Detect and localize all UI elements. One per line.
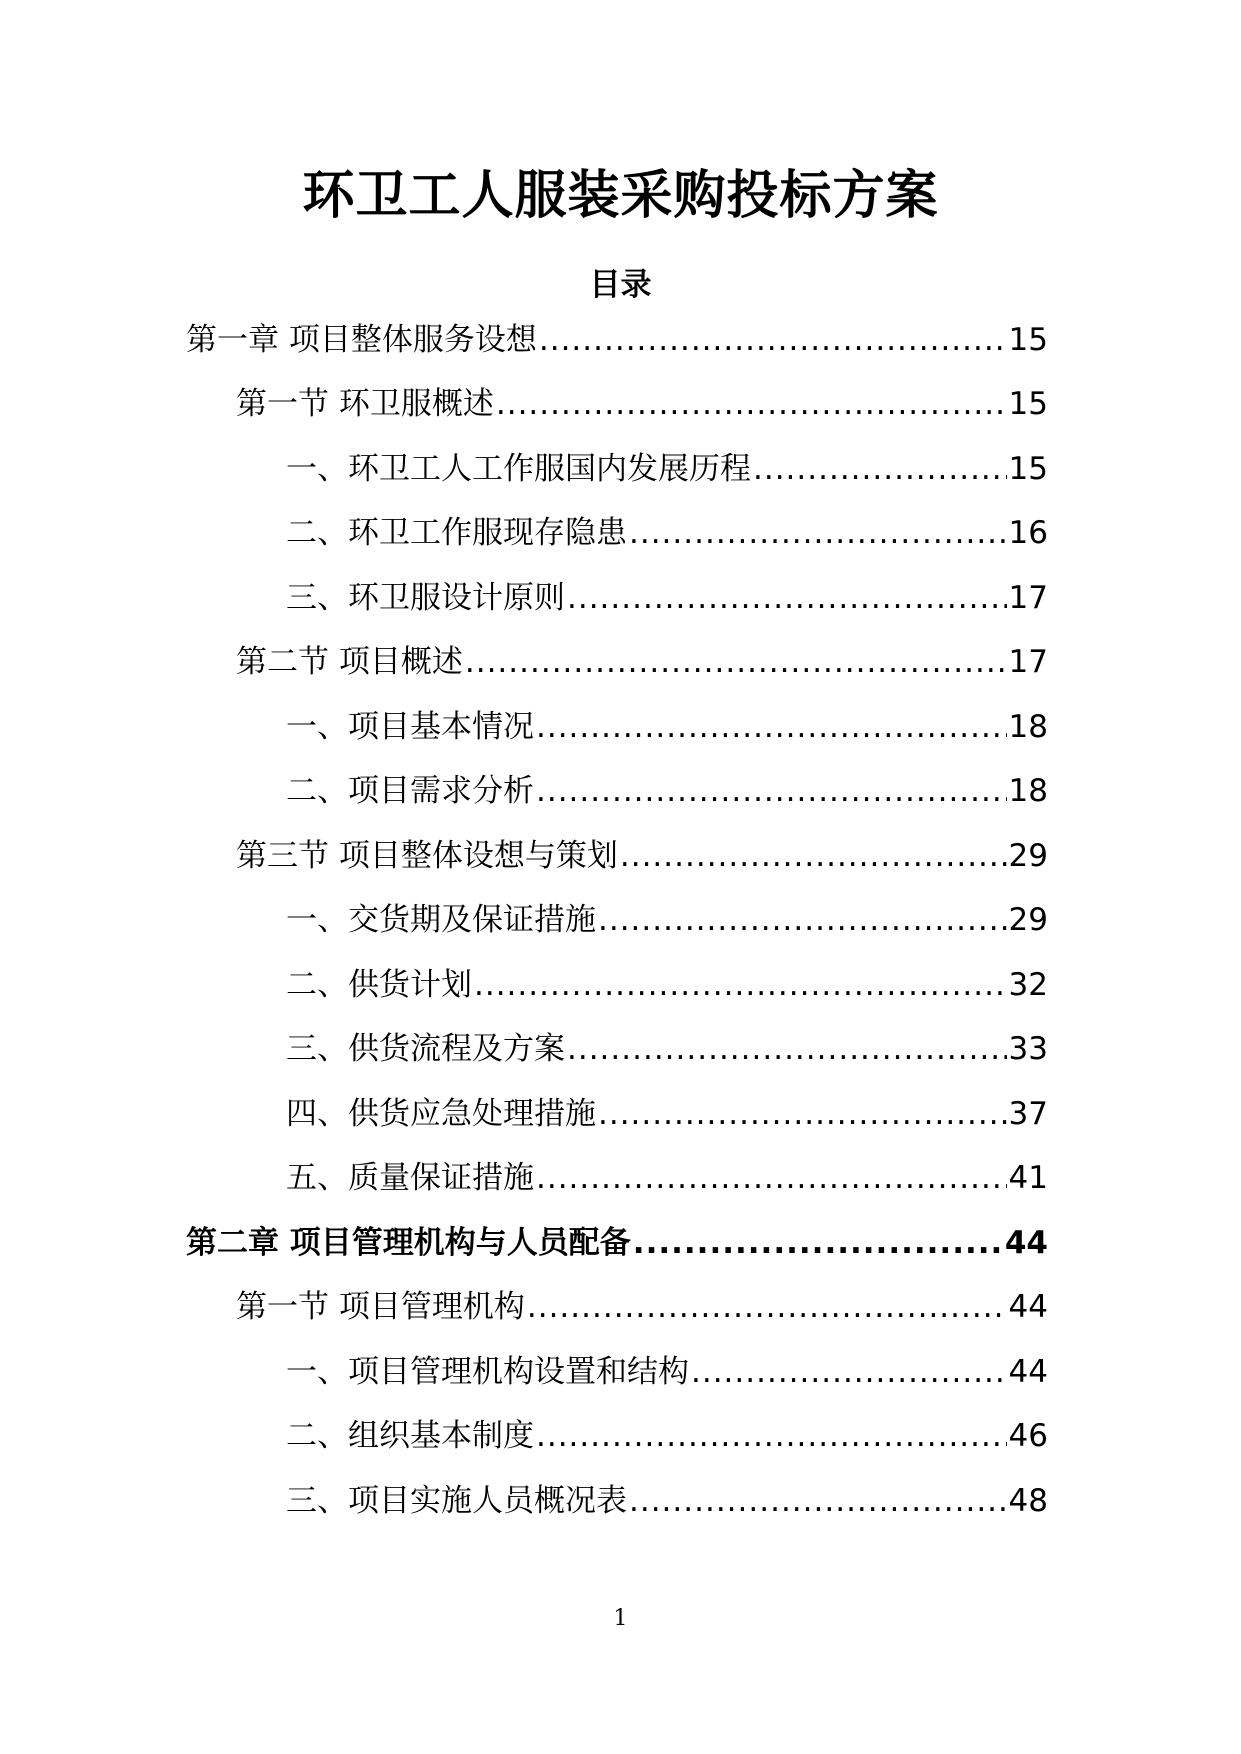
toc-entry-page: 15 [1008,386,1048,422]
toc-entry-text: 二、组织基本制度 [286,1418,534,1454]
toc-entry[interactable] [236,1289,1048,1325]
toc-entry-text: 一、环卫工人工作服国内发展历程 [286,451,751,487]
toc-entry-page: 48 [1008,1483,1048,1519]
toc-entry[interactable] [286,773,1048,809]
toc-dot-leader [527,1292,1007,1323]
toc-dot-leader [629,518,1007,549]
toc-dot-leader [567,1034,1007,1065]
toc-entry-page: 15 [1008,451,1048,487]
toc-dot-leader [598,905,1007,936]
toc-dot-leader [536,776,1007,807]
toc-entry[interactable] [236,386,1048,422]
document-title: 环卫工人服装采购投标方案 [302,166,939,226]
page-number: 1 [613,1606,628,1631]
toc-entry-text: 第一节 项目管理机构 [236,1289,525,1325]
toc-dot-leader [496,389,1007,420]
toc-entry[interactable] [286,1354,1048,1390]
toc-entry[interactable] [286,1096,1048,1132]
toc-entry[interactable] [186,1225,1048,1261]
toc-entry-text: 第二章 项目管理机构与人员配备 [186,1225,631,1261]
toc-dot-leader [536,712,1007,743]
toc-entry-text: 二、供货计划 [286,967,472,1003]
toc-entry-text: 一、交货期及保证措施 [286,902,596,938]
toc-entry[interactable] [286,451,1048,487]
toc-entry[interactable] [286,1031,1048,1067]
toc-entry-page: 44 [1004,1225,1048,1261]
toc-entry[interactable] [236,644,1048,680]
toc-entry[interactable] [286,902,1048,938]
toc-entry[interactable] [286,515,1048,551]
toc-entry-text: 一、项目管理机构设置和结构 [286,1354,689,1390]
toc-entry-text: 四、供货应急处理措施 [286,1096,596,1132]
toc-entry-page: 29 [1008,902,1048,938]
toc-entry[interactable] [286,1483,1048,1519]
toc-entry-page: 44 [1008,1289,1048,1325]
toc-entry-text: 第二节 项目概述 [236,644,463,680]
toc-entry-page: 15 [1008,322,1048,358]
toc-entry-text: 五、质量保证措施 [286,1160,534,1196]
toc-entry-text: 第一章 项目整体服务设想 [186,322,537,358]
toc-entry-page: 32 [1008,967,1048,1003]
toc-dot-leader [474,970,1007,1001]
toc-entry-page: 41 [1008,1160,1048,1196]
toc-dot-leader [539,325,1007,356]
toc-dot-leader [598,1099,1007,1130]
toc-entry-text: 第一节 环卫服概述 [236,386,494,422]
toc-entry-text: 第三节 项目整体设想与策划 [236,838,618,874]
toc-dot-leader [536,1421,1007,1452]
toc-entry[interactable] [286,580,1048,616]
toc-dot-leader [567,583,1007,614]
toc-dot-leader [753,454,1007,485]
toc-entry-page: 46 [1008,1418,1048,1454]
toc-entry[interactable] [286,967,1048,1003]
toc-entry[interactable] [186,322,1048,358]
toc-entry-text: 三、环卫服设计原则 [286,580,565,616]
toc-entry-text: 二、项目需求分析 [286,773,534,809]
toc-entry-text: 三、项目实施人员概况表 [286,1483,627,1519]
toc-entry-page: 18 [1008,709,1048,745]
toc-entry-page: 17 [1008,580,1048,616]
toc-entry-page: 18 [1008,773,1048,809]
toc-dot-leader [536,1163,1007,1194]
toc-entry-page: 29 [1008,838,1048,874]
toc-dot-leader [691,1357,1007,1388]
toc-entry-page: 37 [1008,1096,1048,1132]
toc-entry-page: 17 [1008,644,1048,680]
toc-dot-leader [629,1486,1007,1517]
toc-entry[interactable] [236,838,1048,874]
toc-entry-page: 44 [1008,1354,1048,1390]
toc-entry[interactable] [286,1418,1048,1454]
toc-entry-text: 二、环卫工作服现存隐患 [286,515,627,551]
toc-entry-page: 16 [1008,515,1048,551]
toc-entry[interactable] [286,709,1048,745]
toc-entry-text: 三、供货流程及方案 [286,1031,565,1067]
toc-dot-leader [620,841,1007,872]
toc-dot-leader [465,647,1007,678]
toc-entry-text: 一、项目基本情况 [286,709,534,745]
toc-entry-page: 33 [1008,1031,1048,1067]
toc-dot-leader [633,1228,1003,1259]
toc-entry[interactable] [286,1160,1048,1196]
toc-heading: 目录 [589,267,652,303]
